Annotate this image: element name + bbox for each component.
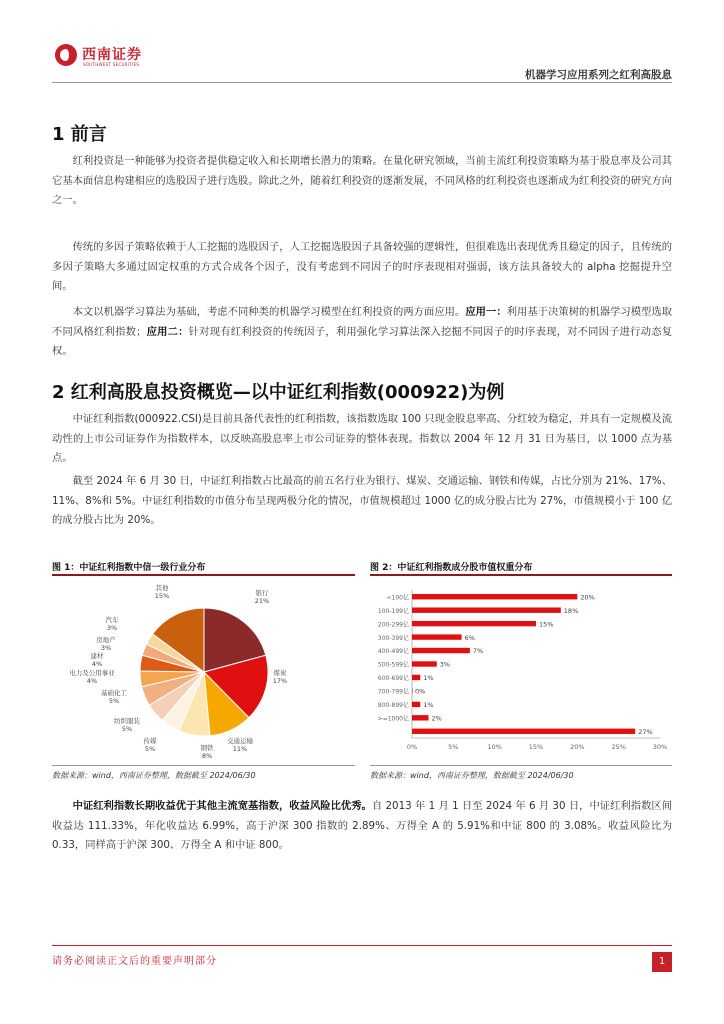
bar-2 xyxy=(412,621,536,626)
pie-value-label-2: 11% xyxy=(232,745,248,753)
bar-category-label-5: 500-599亿 xyxy=(377,661,409,669)
pie-value-label-11: 15% xyxy=(154,592,170,600)
figure-2-top-rule xyxy=(370,574,672,576)
bar-category-label-2: 200-299亿 xyxy=(377,621,409,629)
bar-1 xyxy=(412,607,561,612)
pie-value-label-6: 5% xyxy=(108,697,120,705)
pie-label-2: 交通运输 xyxy=(227,737,253,745)
section-2-paragraph-1: 中证红利指数(000922.CSI)是目前具备代表性的红利指数，该指数选取 100 只现金股息率高、分红较为稳定，并具有一定规模及流动性的上市公司证券作为指数样本，以反映高股息率上市公司证券的整体表现。指数以 2004 年 12 月 31 日为基日，以 1000 点为基点。 xyxy=(52,413,672,464)
pie-label-1: 煤炭 xyxy=(273,669,287,677)
pie-label-11: 其他 xyxy=(155,584,169,592)
bar-x-tick-1: 5% xyxy=(448,743,459,751)
bar-5 xyxy=(412,661,437,666)
industry-pie-chart xyxy=(52,578,355,764)
section-2-paragraph-2: 截至 2024 年 6 月 30 日，中证红利指数占比最高的前五名行业为银行、煤炭、交通运输、钢铁和传媒，占比分别为 21%、17%、11%、8%和 5%。中证红利指数的市值分布呈现两极分化的情况，市值规模超过 1000 亿的成分股占比为 27%，市值规模小于 100 亿的成分股占比为 20%。 xyxy=(52,475,672,526)
pie-value-label-4: 5% xyxy=(144,745,156,753)
bar-category-label-3: 300-399亿 xyxy=(377,634,409,642)
pie-label-8: 建材 xyxy=(90,652,104,660)
bar-7 xyxy=(412,688,413,693)
pie-label-3: 钢铁 xyxy=(200,744,214,752)
application-2-text: 针对现有红利投资的传统因子，利用强化学习算法深入挖掘不同因子的时序表现，对不同因子进行动态复权。 xyxy=(52,325,673,357)
bar-6 xyxy=(412,675,420,680)
page-number: 1 xyxy=(652,952,672,972)
header-divider xyxy=(52,82,672,83)
figure-1-top-rule xyxy=(52,574,355,576)
pie-value-label-0: 21% xyxy=(254,597,270,605)
bar-3 xyxy=(412,634,462,639)
pie-label-0: 银行 xyxy=(255,589,269,597)
bar-4 xyxy=(412,648,470,653)
pie-value-label-8: 4% xyxy=(91,660,103,668)
bar-value-label-1: 18% xyxy=(563,606,579,615)
pie-value-label-3: 8% xyxy=(201,752,213,760)
bar-value-label-10: 27% xyxy=(638,727,653,736)
bar-x-tick-6: 30% xyxy=(652,743,668,751)
bar-value-label-4: 7% xyxy=(472,647,484,656)
bar-x-tick-0: 0% xyxy=(406,743,418,751)
bar-x-tick-5: 25% xyxy=(611,743,626,751)
figure-1-title: 图 1：中证红利指数中信一级行业分布 xyxy=(52,563,206,573)
bar-category-label-1: 100-199亿 xyxy=(377,607,409,615)
paragraph-3-body: 自 2013 年 1 月 1 日至 2024 年 6 月 30 日，中证红利指数区间收益达 111.33%，年化收益达 6.99%，高于沪深 300 指数的 2.89%、万得全 A 的 5.91%和中证 800 的 3.08%。收益风险比为 0.33，同样高于沪深 300、万得全 A 和中证 800。 xyxy=(52,800,673,851)
pie-label-4: 传媒 xyxy=(143,737,157,745)
figure-2-bottom-rule xyxy=(370,765,672,766)
pie-value-label-5: 5% xyxy=(121,725,133,733)
bar-value-label-9: 2% xyxy=(431,714,442,723)
bar-category-label-0: <100亿 xyxy=(386,594,409,602)
bar-8 xyxy=(412,702,420,707)
footer-disclaimer-notice: 请务必阅读正文后的重要声明部分 xyxy=(52,956,217,967)
section-2-heading: 2 红利高股息投资概览—以中证红利指数(000922)为例 xyxy=(52,382,505,403)
pie-label-6: 基础化工 xyxy=(101,689,127,697)
bar-x-tick-2: 10% xyxy=(487,743,502,751)
figure-1-source: 数据来源：wind，西南证券整理，数据截至 2024/06/30 xyxy=(52,771,256,780)
company-logo-subtitle: SOUTHWEST SECURITIES xyxy=(83,62,140,67)
bar-value-label-7: 0% xyxy=(415,687,426,696)
company-logo-icon xyxy=(55,44,77,66)
bar-0 xyxy=(412,594,577,599)
figure-2-source: 数据来源：wind，西南证券整理，数据截至 2024/06/30 xyxy=(370,771,574,780)
bar-x-tick-4: 20% xyxy=(570,743,585,751)
application-1-text: 利用基于决策树的机器学习模型选取不同风格红利指数； xyxy=(52,306,673,338)
pie-label-10: 汽车 xyxy=(105,616,119,624)
company-logo-text: 西南证券 xyxy=(82,47,142,63)
report-series-title: 机器学习应用系列之红利高股息 xyxy=(525,69,672,81)
application-1-label: 应用一： xyxy=(465,306,507,318)
market-cap-bar-chart xyxy=(370,578,672,764)
bar-x-tick-3: 15% xyxy=(528,743,544,751)
pie-value-label-10: 3% xyxy=(106,624,118,632)
section-2-paragraph-3 xyxy=(52,797,672,856)
bar-value-label-0: 20% xyxy=(580,593,595,602)
bar-value-label-3: 6% xyxy=(464,633,475,642)
bar-value-label-2: 15% xyxy=(539,620,554,629)
bar-value-label-5: 3% xyxy=(439,660,451,669)
bar-10 xyxy=(412,729,635,734)
bar-category-label-7: 700-799亿 xyxy=(377,688,409,696)
section-1-paragraph-2: 传统的多因子策略依赖于人工挖掘的选股因子，人工挖掘选股因子具备较强的逻辑性，但很难选出表现优秀且稳定的因子，且传统的多因子策略大多通过固定权重的方式合成各个因子，没有考虑到不同因子的时序表现相对强弱，该方法具备较大的 alpha 挖掘提升空间。 xyxy=(52,241,672,292)
bar-value-label-8: 1% xyxy=(423,701,434,710)
pie-value-label-7: 4% xyxy=(86,677,98,685)
application-2-label: 应用二： xyxy=(146,325,189,338)
bar-category-label-4: 400-499亿 xyxy=(377,648,409,656)
pie-label-5: 纺织服装 xyxy=(114,717,140,725)
bar-category-label-9: >=1000亿 xyxy=(377,715,409,723)
pie-value-label-9: 3% xyxy=(100,644,112,652)
paragraph-3-highlight: 中证红利指数长期收益优于其他主流宽基指数，收益风险比优秀。 xyxy=(72,800,372,812)
pie-label-9: 房地产 xyxy=(96,636,116,644)
pie-label-7: 电力及公用事业 xyxy=(69,669,115,677)
figure-1-bottom-rule xyxy=(52,765,355,766)
paragraph-3-intro: 本文以机器学习算法为基础，考虑不同种类的机器学习模型在红利投资的两方面应用。 xyxy=(72,306,466,318)
pie-value-label-1: 17% xyxy=(272,677,288,685)
section-1-heading: 1 前言 xyxy=(52,124,107,145)
section-1-paragraph-1: 红利投资是一种能够为投资者提供稳定收入和长期增长潜力的策略。在量化研究领域，当前主流红利投资策略为基于股息率及公司其它基本面信息构建相应的选股因子进行选股。除此之外，随着红利投资的逐渐发展，不同风格的红利投资也逐渐成为红利投资的研究方向之一。 xyxy=(52,155,672,206)
figure-2-title: 图 2：中证红利指数成分股市值权重分布 xyxy=(370,563,533,573)
bar-value-label-6: 1% xyxy=(423,674,434,683)
bar-category-label-8: 800-899亿 xyxy=(377,702,409,710)
section-1-paragraph-3 xyxy=(52,303,672,362)
footer-divider xyxy=(52,945,672,946)
bar-9 xyxy=(412,715,429,720)
bar-category-label-6: 600-699亿 xyxy=(377,675,409,683)
